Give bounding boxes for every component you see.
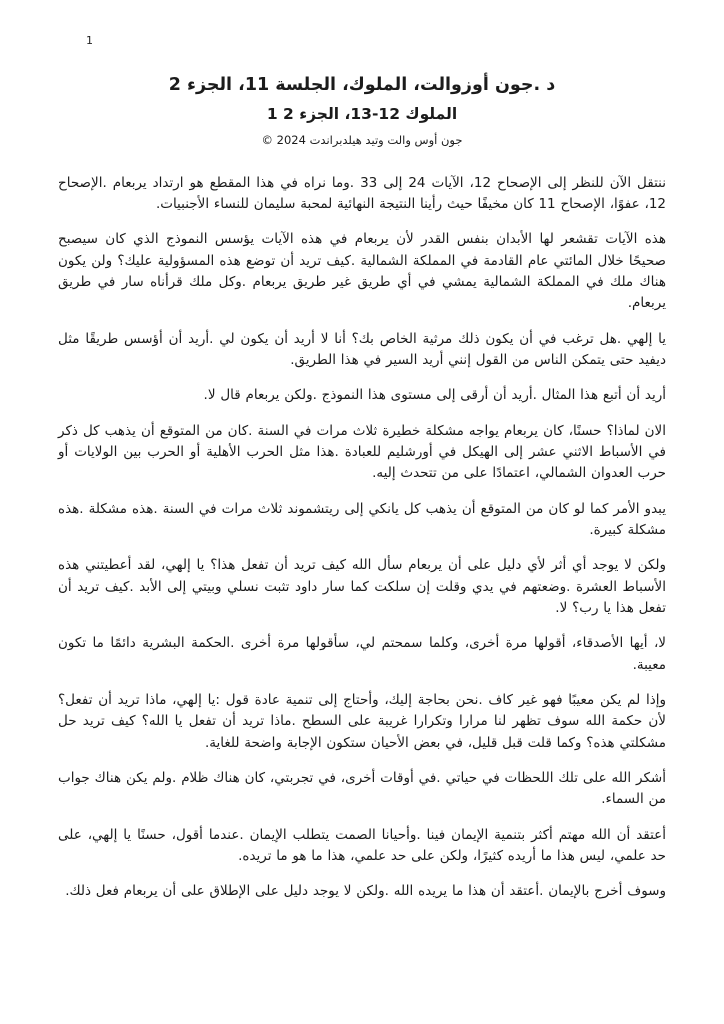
document-title: د .جون أوزوالت، الملوك، الجلسة 11، الجزء 2: [168, 75, 556, 95]
copyright-line: جون أوس والت وتيد هيلدبراندت 2024 ©: [261, 132, 463, 147]
paragraph: أعتقد أن الله مهتم أكثر بتنمية الإيمان فينا .وأحيانا الصمت يتطلب الإيمان .عندما أقول، حسنًا يا إلهي، على حد علمي، ليس هذا ما أريده كثيرًا، ولكن على حد علمي، هذا ما هو ما تريده.: [58, 826, 666, 864]
title-block: [58, 74, 666, 147]
page-number: 1: [86, 34, 93, 47]
paragraph: يبدو الأمر كما لو كان من المتوقع أن يذهب كل يانكي إلى ريتشموند ثلاث مرات في السنة .هذه مشكلة .هذه مشكلة كبيرة.: [58, 500, 666, 539]
paragraph: لا، أيها الأصدقاء، أقولها مرة أخرى، وكلما سمحتم لي، سأقولها مرة أخرى .الحكمة البشرية دائمًا ما تكون معيبة.: [58, 635, 666, 673]
paragraph: ننتقل الآن للنظر إلى الإصحاح 12، الآيات 24 إلى 33 .وما نراه في هذا المقطع هو ارتداد يربعام .الإصحاح 12، عفوًا، الإصحاح 11 كان مخيفًا حيث رأينا النتيجة النهائية لمحبة سليمان للنساء الأجنبيات.: [58, 174, 666, 213]
document-subtitle: الملوك 12-13، الجزء 2 1: [266, 104, 458, 123]
paragraph: أشكر الله على تلك اللحظات في حياتي .في أوقات أخرى، في تجربتي، كان هناك ظلام .ولم يكن هناك جواب من السماء.: [58, 769, 666, 808]
paragraph: الان لماذا؟ حسنًا، كان يربعام يواجه مشكلة خطيرة ثلاث مرات في السنة .كان من المتوقع أن يذهب كل ذكر في الأسباط الاثني عشر إلى الهيكل في أورشليم للعبادة .هذا مثل الحرب الأهلية أو الحرب بين الولايات أو حرب العدوان الشمالي، اعتمادًا على من تتحدث إليه.: [58, 422, 666, 482]
paragraph: يا إلهي .هل ترغب في أن يكون ذلك مرثية الخاص بك؟ أنا لا أريد أن يكون لي .أريد أن أؤسس طريقًا مثل ديفيد حتى يتمكن الناس من القول إنني أريد السير في هذا الطريق.: [58, 330, 666, 369]
paragraph: ولكن لا يوجد أي أثر لأي دليل على أن يربعام سأل الله كيف تريد أن تفعل هذا؟ يا إلهي، لقد أعطيتني هذه الأسباط العشرة .وضعتهم في يدي وقلت إن سلكت كما سار داود تثبت نسلي وبيتي إلى الأبد .كيف تريد أن تفعل هذا يا رب؟ لا.: [58, 557, 666, 617]
paragraph: وسوف أخرج بالإيمان .أعتقد أن هذا ما يريده الله .ولكن لا يوجد دليل على الإطلاق على أن يربعام فعل ذلك.: [65, 883, 666, 900]
paragraph: أريد أن أتبع هذا المثال .أريد أن أرقى إلى مستوى هذا النموذج .ولكن يربعام قال لا.: [203, 387, 666, 404]
paragraph: وإذا لم يكن معيبًا فهو غير كاف .نحن بحاجة إليك، وأحتاج إلى تنمية عادة قول :يا إلهي، ماذا تريد أن تفعل؟ لأن حكمة الله سوف تظهر لنا مرارا وتكرارا غريبة على السطح .ماذا تريد أن تفعل يا الله؟ كيف تريد حل مشكلتي هذه؟ وكما قلت قبل قليل، في بعض الأحيان ستكون الإجابة واضحة للغاية.: [58, 692, 666, 751]
document-body: [58, 173, 666, 903]
paragraph: هذه الآيات تقشعر لها الأبدان بنفس القدر لأن يربعام في هذه الآيات يؤسس النموذج الذي كان سيصبح صحيحًا خلال المائتي عام القادمة في المملكة الشمالية .كيف تريد أن توضع هذه المسؤولية عليك؟ ولن يكون هناك ملك في المملكة الشمالية يمشي في أي طريق غير طريق يربعام .وكل ملك قرأناه سار في طريق يربعام.: [58, 231, 666, 312]
